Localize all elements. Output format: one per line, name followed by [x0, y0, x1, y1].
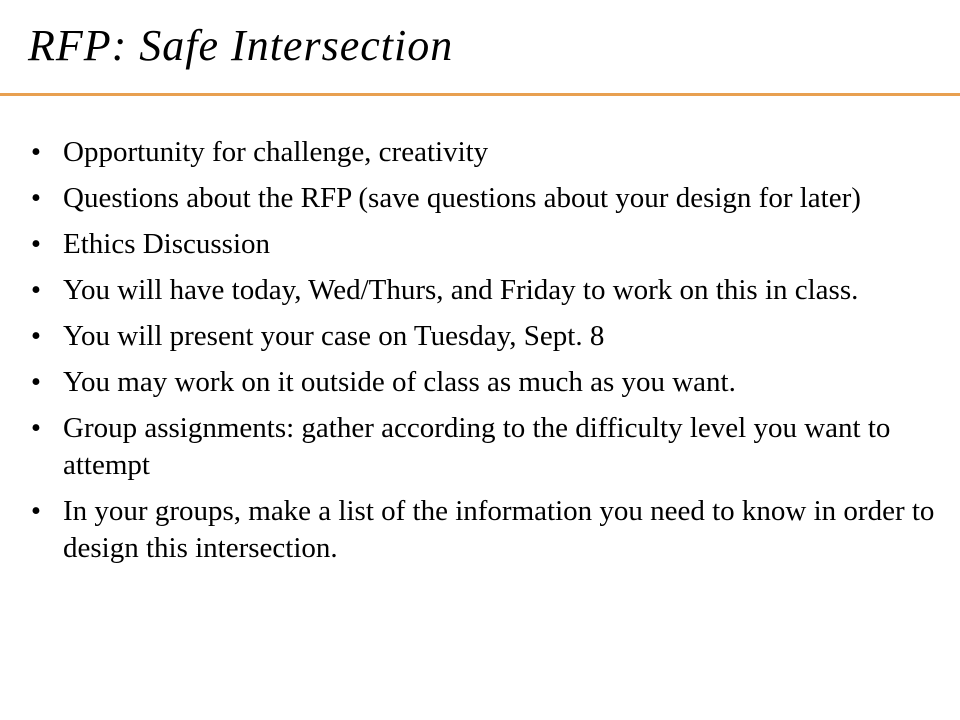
bullet-text: Questions about the RFP (save questions about your design for later) [63, 182, 861, 214]
title-divider [0, 93, 960, 96]
bullet-text: In your groups, make a list of the information you need to know in order to design this intersection. [63, 495, 935, 564]
bullet-text: You will present your case on Tuesday, Sept. 8 [63, 320, 605, 352]
bullet-icon: • [30, 320, 42, 352]
bullet-item [26, 134, 936, 171]
bullet-list [26, 134, 936, 576]
bullet-text: Ethics Discussion [63, 228, 271, 260]
bullet-text: Opportunity for challenge, creativity [63, 136, 489, 168]
bullet-item [26, 410, 936, 484]
bullet-icon: • [30, 495, 42, 527]
bullet-item [26, 493, 936, 567]
bullet-icon: • [30, 228, 42, 260]
bullet-item [26, 272, 936, 309]
bullet-icon: • [30, 412, 42, 444]
bullet-icon: • [30, 274, 42, 306]
bullet-text: You may work on it outside of class as much as you want. [63, 366, 736, 398]
bullet-text: Group assignments: gather according to the difficulty level you want to attempt [63, 412, 891, 481]
bullet-icon: • [30, 366, 42, 398]
bullet-icon: • [30, 136, 42, 168]
bullet-item [26, 180, 936, 217]
bullet-item [26, 364, 936, 401]
bullet-item [26, 226, 936, 263]
bullet-text: You will have today, Wed/Thurs, and Friday to work on this in class. [63, 274, 859, 306]
bullet-item [26, 318, 936, 355]
slide-title: RFP: Safe Intersection [28, 21, 454, 70]
bullet-icon: • [30, 182, 42, 214]
